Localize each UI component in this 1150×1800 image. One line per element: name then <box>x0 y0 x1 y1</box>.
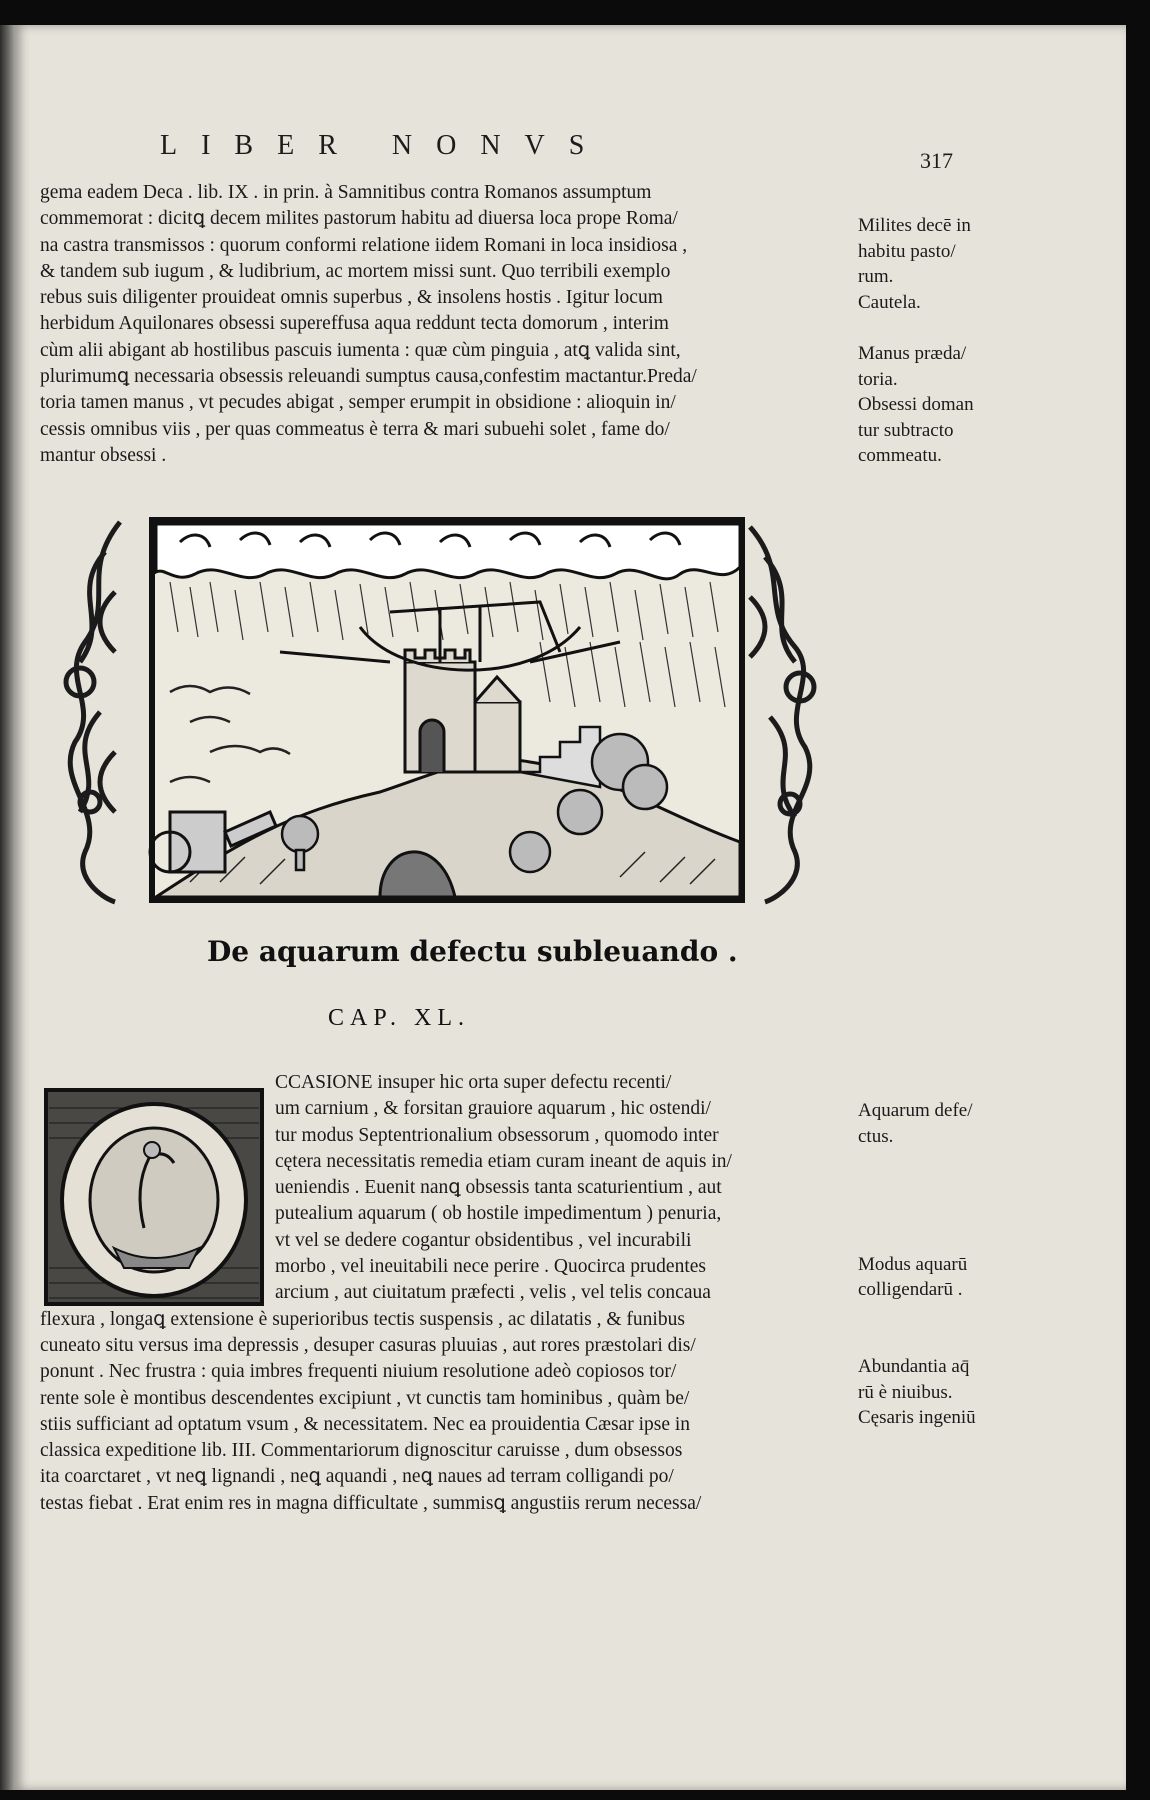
text-line: & tandem sub iugum , & ludibrium, ac mortem missi sunt. Quo terribili exemplo <box>40 260 671 282</box>
right-scroll-ornament <box>750 527 814 902</box>
margin-note-line: commeatu. <box>858 445 942 467</box>
text-line: testas fiebat . Erat enim res in magna difficultate , summisꝗ angustiis rerum necessa/ <box>40 1492 702 1514</box>
text-line: mantur obsessi . <box>40 444 167 466</box>
text-line: commemorat : dicitꝗ decem milites pastorum habitu ad diuersa loca prope Roma/ <box>40 208 678 230</box>
margin-note-line: rum. <box>858 266 894 288</box>
chapter-number: CAP. XL. <box>328 1005 471 1031</box>
text-line: cessis omnibus viis , per quas commeatus è terra & mari subuehi solet , fame do/ <box>40 418 670 440</box>
left-scroll-ornament <box>66 522 120 902</box>
text-line: flexura , longaꝗ extensione è superioribus tectis suspensis , ac dilatatis , & funibus <box>40 1308 685 1330</box>
margin-note-line: Milites decē in <box>858 215 971 236</box>
margin-note-line: Cęsaris ingeniū <box>858 1407 976 1429</box>
margin-note-line: toria. <box>858 368 898 390</box>
text-line: stiis sufficiant ad optatum vsum , & necessitatem. Nec ea prouidentia Cæsar ipse in <box>40 1413 691 1435</box>
margin-note-line: Abundantia aq̄ <box>858 1355 970 1377</box>
text-line: cuneato situ versus ima depressis , desuper casuras pluuias , aut rores præstolari dis/ <box>40 1334 696 1356</box>
margin-note-line <box>858 1200 1028 1226</box>
text-line: ponunt . Nec frustra : quia imbres frequenti niuium resolutione adeò copiosos tor/ <box>40 1361 677 1383</box>
text-line: ita coarctaret , vt neꝗ lignandi , neꝗ aquandi , neꝗ naues ad terram colligandi po/ <box>40 1466 674 1488</box>
margin-note-line: Cautela. <box>858 291 921 313</box>
text-line: rente sole è montibus descendentes excipiunt , vt cunctis tam hominibus , quàm be/ <box>40 1387 690 1409</box>
margin-note-line <box>858 1226 1028 1252</box>
text-line: arcium , aut ciuitatum præfecti , velis , vel telis concaua <box>275 1282 711 1304</box>
margin-note-line: colligendarū . <box>858 1279 963 1301</box>
margin-note-line <box>858 1328 1028 1354</box>
margin-note-line <box>858 315 1028 341</box>
text-line: na castra transmissos : quorum conformi relatione iidem Romani in loca insidiosa , <box>40 234 688 256</box>
text-line: cùm alii abigant ab hostilibus pascuis iumenta : quæ cùm pinguia , atꝗ valida sint, <box>40 339 681 361</box>
margin-note-line <box>858 1149 1028 1175</box>
text-line: cętera necessitatis remedia etiam curam ineant de aquis in/ <box>275 1150 732 1172</box>
text-line: classica expeditione lib. III. Commentariorum dignoscitur caruisse , dum obsessos <box>40 1440 683 1462</box>
margin-note-line: Modus aquarū <box>858 1253 968 1275</box>
text-line: ueniendis . Euenit nanꝗ obsessis tanta scaturientium , aut <box>275 1177 722 1199</box>
text-line: morbo , vel ineuitabili nece perire . Quocirca prudentes <box>275 1256 706 1278</box>
margin-note-line: tur subtracto <box>858 419 954 441</box>
main-text-block-2 <box>40 1070 850 1517</box>
running-head: LIBER NONVS <box>160 130 609 161</box>
text-line: tur modus Septentrionalium obsessorum , quomodo inter <box>275 1124 719 1146</box>
margin-note-line: ctus. <box>858 1125 894 1147</box>
margin-notes-1 <box>858 213 1028 469</box>
book-spine <box>0 25 14 1790</box>
text-line: putealium aquarum ( ob hostile impedimentum ) penuria, <box>275 1203 722 1225</box>
main-text-block-1 <box>40 180 850 469</box>
text-line: gema eadem Deca . lib. IX . in prin. à Samnitibus contra Romanos assumptum <box>40 182 652 203</box>
text-line: CCASIONE insuper hic orta super defectu recenti/ <box>275 1072 672 1093</box>
margin-note-line: rū è niuibus. <box>858 1381 953 1403</box>
text-line: um carnium , & forsitan grauiore aquarum , hic ostendi/ <box>275 1098 711 1120</box>
page-number: 317 <box>920 148 953 173</box>
woodcut-illustration <box>60 512 820 907</box>
margin-note-line <box>858 1303 1028 1329</box>
margin-note-line: habitu pasto/ <box>858 240 956 262</box>
text-line: herbidum Aquilonares obsessi supereffusa aqua reddunt tecta domorum , interim <box>40 313 669 335</box>
margin-note-line: Aquarum defe/ <box>858 1100 973 1121</box>
margin-note-line: Manus præda/ <box>858 342 967 364</box>
margin-note-line: Obsessi doman <box>858 394 974 416</box>
chapter-title: De aquarum defectu subleuando . <box>207 935 738 968</box>
text-line: rebus suis diligenter prouideat omnis superbus , & insolens hostis . Igitur locum <box>40 287 663 309</box>
text-line: toria tamen manus , vt pecudes abigat , semper erumpit in obsidione : alioquin in/ <box>40 392 676 414</box>
margin-note-line <box>858 1175 1028 1201</box>
text-line: vt vel se dedere cogantur obsidentibus , vel incurabili <box>275 1229 692 1251</box>
margin-notes-2 <box>858 1098 1028 1431</box>
clouds <box>156 524 740 579</box>
text-line: plurimumꝗ necessaria obsessis releuandi sumptus causa,confestim mactantur.Preda/ <box>40 366 697 388</box>
